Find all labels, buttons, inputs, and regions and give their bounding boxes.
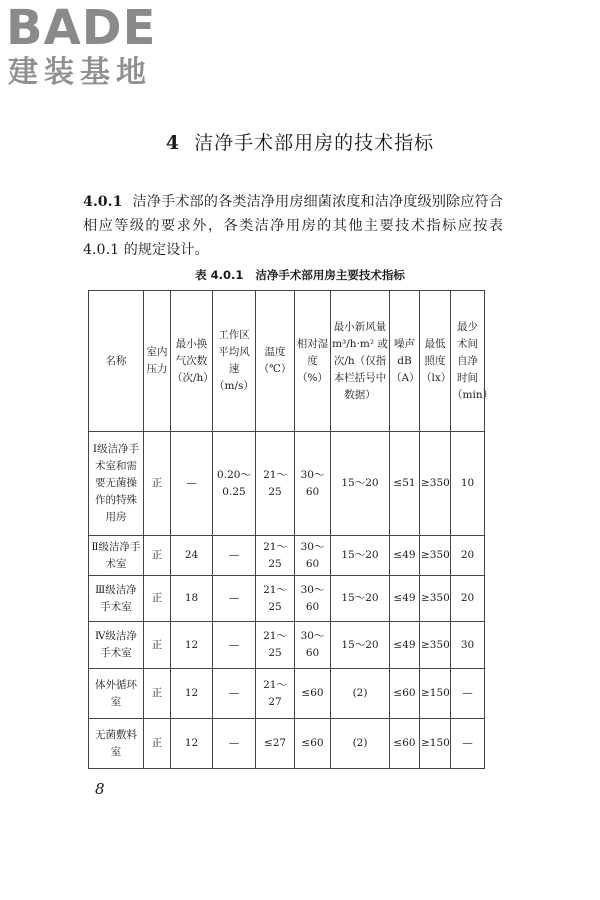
chapter-number: 4 (165, 132, 181, 154)
table-cell: 无菌敷料室 (89, 719, 144, 769)
header-cell: 室内压力 (144, 291, 171, 432)
chapter-title: 洁净手术部用房的技术指标 (194, 132, 435, 154)
table-cell: ≥350 (420, 576, 451, 622)
clause-paragraph (83, 190, 503, 262)
table-cell: — (213, 669, 256, 719)
table-caption-title: 洁净手术部用房主要技术指标 (255, 268, 405, 282)
header-cell: 名称 (89, 291, 144, 432)
header-cell: 最小新风量 m³/h·m² 或次/h（仅指本栏括号中数据） (331, 291, 390, 432)
table-cell: 20 (451, 536, 485, 576)
table-cell: 正 (144, 536, 171, 576)
table-cell: 24 (171, 536, 213, 576)
table-cell: Ⅱ级洁净手术室 (89, 536, 144, 576)
table-cell: ≥150 (420, 669, 451, 719)
table-cell: — (171, 432, 213, 536)
table-cell: — (451, 669, 485, 719)
table-cell: 15～20 (331, 622, 390, 669)
table-cell: 12 (171, 719, 213, 769)
table-cell: ≤60 (295, 669, 331, 719)
table-row (89, 536, 485, 576)
header-cell: 最小换气次数（次/h） (171, 291, 213, 432)
table-cell: ≤51 (390, 432, 420, 536)
table-cell: 15～20 (331, 432, 390, 536)
table-cell: — (213, 576, 256, 622)
table-cell: ≤27 (256, 719, 295, 769)
table-cell: 21～27 (256, 669, 295, 719)
clause-text: 洁净手术部的各类洁净用房细菌浓度和洁净度级别除应符合相应等级的要求外，各类洁净用房的其他主要技术指标应按表 4.0.1 的规定设计。 (83, 194, 503, 258)
table-cell: (2) (331, 719, 390, 769)
table-row (89, 576, 485, 622)
table-cell: — (213, 536, 256, 576)
table-cell: 21～25 (256, 622, 295, 669)
table-cell: ≥350 (420, 622, 451, 669)
header-cell: 最低照度（lx） (420, 291, 451, 432)
table-cell: 正 (144, 622, 171, 669)
table-cell: 正 (144, 432, 171, 536)
table-cell: 30 (451, 622, 485, 669)
table-cell: ≤49 (390, 576, 420, 622)
table-row (89, 622, 485, 669)
table-cell: ≤49 (390, 622, 420, 669)
table-cell: 15～20 (331, 536, 390, 576)
table-cell: ≥350 (420, 432, 451, 536)
table-cell: — (213, 719, 256, 769)
table-cell: ≥150 (420, 719, 451, 769)
table-cell: ≤60 (390, 669, 420, 719)
table-cell: 15～20 (331, 576, 390, 622)
table-row (89, 719, 485, 769)
table-cell: ≥350 (420, 536, 451, 576)
table-cell: ≤60 (295, 719, 331, 769)
logo-subtitle: 建装基地 (8, 55, 152, 90)
table-cell: — (451, 719, 485, 769)
table-cell: 21～25 (256, 576, 295, 622)
table-cell: 21～25 (256, 536, 295, 576)
table-cell: (2) (331, 669, 390, 719)
table-cell: 12 (171, 669, 213, 719)
table-cell: 正 (144, 719, 171, 769)
chapter-heading (0, 128, 600, 155)
table-cell: 30～60 (295, 536, 331, 576)
table-cell: 10 (451, 432, 485, 536)
table-cell: 正 (144, 669, 171, 719)
table-cell: ≤60 (390, 719, 420, 769)
table-cell: 18 (171, 576, 213, 622)
clause-number: 4.0.1 (83, 194, 123, 210)
table-cell: — (213, 622, 256, 669)
table-row (89, 432, 485, 536)
header-cell: 最少术间自净时间（min） (451, 291, 485, 432)
logo-word: BADE (6, 0, 157, 56)
technical-indicators-table (88, 290, 494, 769)
table-cell: Ⅲ级洁净手术室 (89, 576, 144, 622)
table-cell: 30～60 (295, 576, 331, 622)
table-row (89, 669, 485, 719)
table-caption-number: 表 4.0.1 (195, 268, 244, 282)
table-cell: Ⅳ级洁净手术室 (89, 622, 144, 669)
table-cell: 21～25 (256, 432, 295, 536)
header-cell: 噪声 dB（A） (390, 291, 420, 432)
table-cell: 20 (451, 576, 485, 622)
bade-logo (6, 2, 176, 92)
header-cell: 温度（℃） (256, 291, 295, 432)
header-cell: 工作区平均风速（m/s） (213, 291, 256, 432)
header-cell: 相对湿度（%） (295, 291, 331, 432)
table-caption (0, 267, 600, 283)
table-cell: 30～60 (295, 432, 331, 536)
table-header-row (89, 291, 485, 432)
table-cell: 体外循环室 (89, 669, 144, 719)
table-cell: 12 (171, 622, 213, 669)
table-cell: 0.20～0.25 (213, 432, 256, 536)
table-cell: 30～60 (295, 622, 331, 669)
table-cell: Ⅰ级洁净手术室和需要无菌操作的特殊用房 (89, 432, 144, 536)
page-number: 8 (95, 780, 105, 798)
table-cell: 正 (144, 576, 171, 622)
table-cell: ≤49 (390, 536, 420, 576)
